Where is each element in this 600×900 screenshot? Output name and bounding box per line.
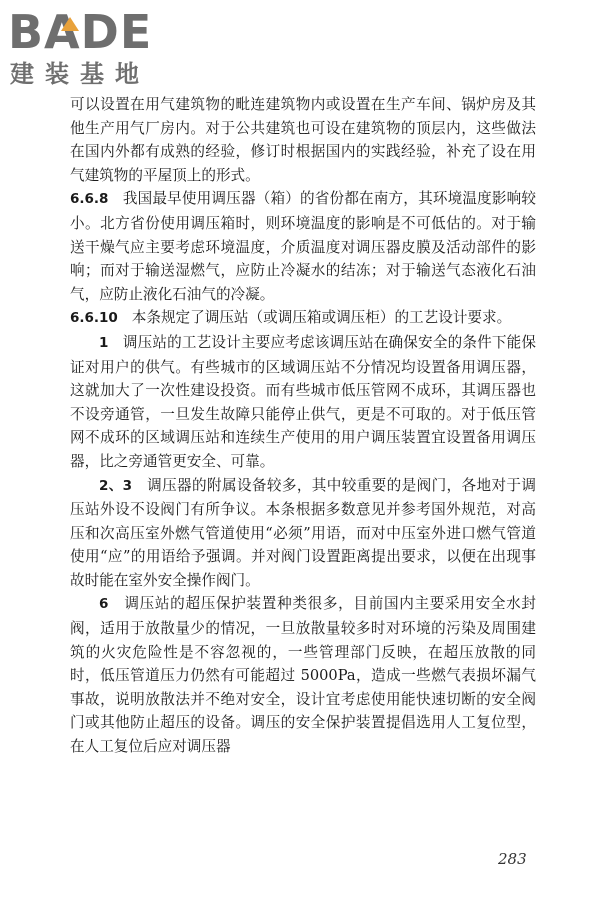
- paragraph-item-6: [70, 592, 536, 758]
- paragraph-text: 调压器的附属设备较多，其中较重要的是阀门，各地对于调压站外设不设阀门有所争议。本条根据多数意见并参考国外规范，对高压和次高压室外燃气管道使用“必须”用语，而对中压室外进口燃气管道使用“应”的用语给予强调。并对阀门设置距离提出要求，以便在出现事故时能在室外安全操作阀门。: [70, 476, 536, 589]
- logo-subtitle: 建装基地: [10, 60, 150, 88]
- paragraph-continued: [70, 93, 536, 187]
- bade-logo: [8, 6, 178, 92]
- logo-accent-triangle: [61, 17, 79, 31]
- item-number: 6: [99, 596, 109, 613]
- paragraph-text: 调压站的工艺设计主要应考虑该调压站在确保安全的条件下能保证对用户的供气。有些城市的区域调压站不分情况均设置备用调压器，这就加大了一次性建设投资。而有些城市低压管网不成环，其调压器也不设旁通管，一旦发生故障只能停止供气，更是不可取的。对于低压管网不成环的区域调压站和连续生产使用的用户调压装置宜设置备用调压器，比之旁通管更安全、可靠。: [70, 333, 536, 470]
- item-number: 2、3: [99, 477, 133, 494]
- paragraph-item-1: [70, 331, 536, 474]
- paragraph-text: 本条规定了调压站（或调压箱或调压柜）的工艺设计要求。: [131, 309, 512, 327]
- clause-number: 6.6.8: [70, 191, 109, 208]
- paragraph-text: 我国最早使用调压器（箱）的省份都在南方，其环境温度影响较小。北方省份使用调压箱时，则环境温度的影响是不可低估的。对于输送干燥气应主要考虑环境温度，介质温度对调压器皮膜及活动部件的影响；而对于输送湿燃气，应防止冷凝水的结冻；对于输送气态液化石油气，应防止液化石油气的冷凝。: [70, 190, 536, 303]
- item-number: 1: [99, 334, 109, 351]
- document-body: [70, 93, 536, 759]
- paragraph-6-6-10: [70, 306, 536, 331]
- paragraph-6-6-8: [70, 187, 536, 306]
- page-number: 283: [498, 850, 527, 868]
- paragraph-text: 可以设置在用气建筑物的毗连建筑物内或设置在生产车间、锅炉房及其他生产用气厂房内。对于公共建筑也可设在建筑物的顶层内，这些做法在国内外都有成熟的经验，修订时根据国内的实践经验，补充了设在用气建筑物的平屋顶上的形式。: [70, 96, 536, 184]
- logo-word: BADE: [8, 5, 153, 59]
- paragraph-text: 调压站的超压保护装置种类很多，目前国内主要采用安全水封阀，适用于放散量少的情况，一旦放散量较多时对环境的污染及周围建筑的火灾危险性是不容忽视的，一些管理部门反映，在超压放散的同时，低压管道压力仍然有可能超过 5000Pa，造成一些燃气表损坏漏气事故，说明放散法并不绝对安全，设计宜考虑使用能快速切断的安全阀门或其他防止超压的设备。调压的安全保护装置提倡选用人工复位型，在人工复位后应对调压器: [70, 595, 536, 756]
- clause-number: 6.6.10: [70, 310, 118, 327]
- paragraph-item-2-3: [70, 474, 536, 593]
